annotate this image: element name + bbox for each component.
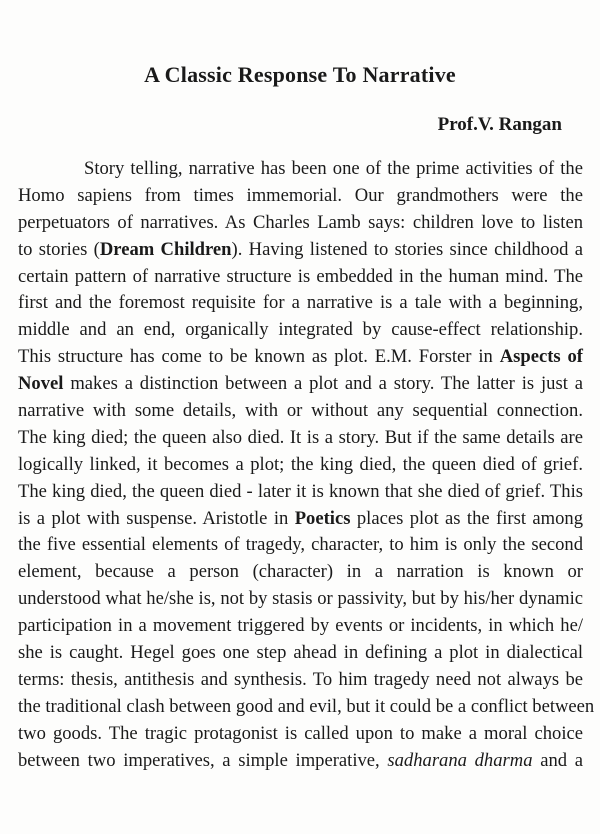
- text-run: to stories (: [18, 238, 100, 260]
- author-name: Prof.V. Rangan: [437, 114, 562, 135]
- text-line: [18, 344, 583, 371]
- text-line: [18, 398, 583, 425]
- text-line: [18, 156, 583, 183]
- text-run: The king died; the queen also died. It is a story. But if the same details are: [18, 426, 583, 448]
- article-body: [18, 156, 595, 774]
- italic-term: sadharana dharma: [387, 749, 533, 771]
- text-run: This structure has come to be known as plot. E.M. Forster in: [18, 346, 500, 368]
- text-line: [18, 452, 583, 479]
- bold-title-reference: Aspects of: [499, 346, 583, 368]
- text-line: [18, 586, 583, 613]
- text-line: [18, 425, 583, 452]
- text-run: terms: thesis, antithesis and synthesis. To him tragedy need not always be: [18, 668, 583, 690]
- text-run: is a plot with suspense. Aristotle in: [18, 507, 295, 529]
- text-run: and a: [532, 749, 583, 771]
- text-line: [18, 479, 583, 506]
- text-run: narrative with some details, with or without any sequential connection.: [18, 400, 583, 422]
- bold-title-reference: Poetics: [294, 507, 351, 529]
- text-line: [18, 613, 583, 640]
- text-run: The king died, the queen died - later it is known that she died of grief. This: [18, 480, 583, 502]
- text-line: [18, 290, 583, 317]
- bold-title-reference: Dream Children: [99, 238, 232, 260]
- text-line: [18, 559, 583, 586]
- text-run: places plot as the first among: [350, 507, 583, 529]
- text-run: makes a distinction between a plot and a story. The latter is just a: [63, 373, 583, 395]
- text-line: [18, 506, 583, 533]
- text-run: logically linked, it becomes a plot; the king died, the queen died of grief.: [18, 453, 583, 475]
- text-run: understood what he/she is, not by stasis or passivity, but by his/her dynamic: [18, 588, 583, 610]
- text-line: [18, 371, 583, 398]
- text-line: [18, 183, 583, 210]
- text-run: participation in a movement triggered by events or incidents, in which he/: [18, 615, 583, 637]
- text-line: [18, 748, 583, 775]
- text-line: [18, 694, 595, 721]
- text-line: [18, 532, 583, 559]
- text-run: the five essential elements of tragedy, character, to him is only the second: [18, 534, 583, 556]
- text-run: ). Having listened to stories since childhood a: [231, 238, 584, 260]
- text-line: [18, 721, 583, 748]
- text-line: [18, 317, 583, 344]
- text-line: [18, 667, 583, 694]
- text-line: [18, 210, 583, 237]
- text-run: two goods. The tragic protagonist is called upon to make a moral choice: [18, 722, 583, 744]
- text-run: Story telling, narrative has been one of the prime activities of the: [84, 158, 583, 179]
- text-run: Homo sapiens from times immemorial. Our grandmothers were the: [18, 184, 583, 206]
- text-line: [18, 640, 583, 667]
- bold-title-reference: Novel: [18, 373, 64, 395]
- text-line: [18, 237, 583, 264]
- text-run: middle and an end, organically integrated by cause-effect relationship.: [18, 319, 583, 341]
- text-run: first and the foremost requisite for a narrative is a tale with a beginning,: [18, 292, 583, 314]
- text-run: the traditional clash between good and evil, but it could be a conflict between: [18, 695, 595, 717]
- article-title: A Classic Response To Narrative: [144, 62, 456, 87]
- text-run: she is caught. Hegel goes one step ahead in defining a plot in dialectical: [18, 642, 583, 664]
- text-run: between two imperatives, a simple imperative,: [18, 749, 388, 771]
- text-run: perpetuators of narratives. As Charles Lamb says: children love to listen: [18, 211, 583, 233]
- text-run: element, because a person (character) in a narration is known or: [18, 561, 583, 583]
- text-line: [18, 264, 583, 291]
- text-run: certain pattern of narrative structure is embedded in the human mind. The: [18, 265, 583, 287]
